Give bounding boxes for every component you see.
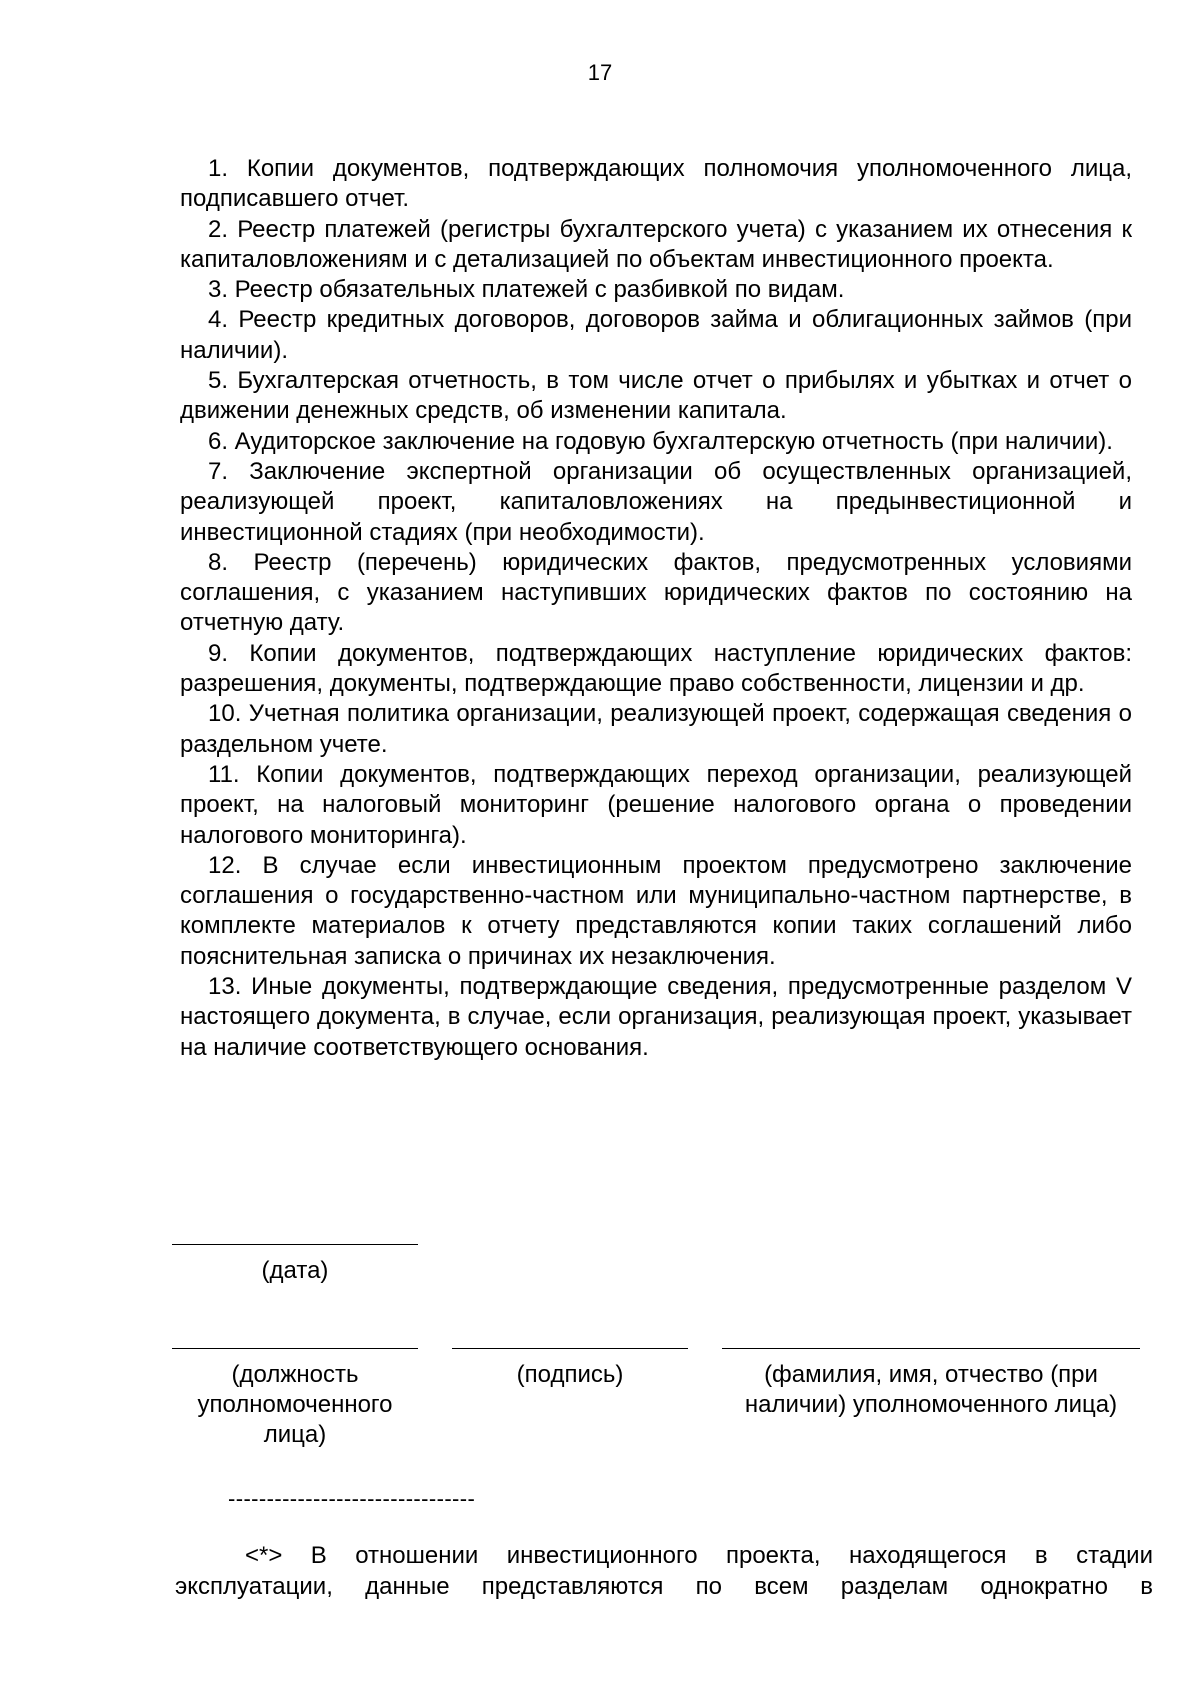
date-line <box>172 1244 418 1245</box>
list-item: 2. Реестр платежей (регистры бухгалтерского учета) с указанием их отнесения к капиталовложениям и с детализацией по объектам инвестиционного проекта. <box>180 215 1132 273</box>
position-line <box>172 1348 418 1349</box>
signature-line <box>452 1348 688 1349</box>
list-item: 5. Бухгалтерская отчетность, в том числе отчет о прибылях и убытках и отчет о движении денежных средств, об изменении капитала. <box>180 367 1132 425</box>
list-item: 10. Учетная политика организации, реализующей проект, содержащая сведения о раздельном учете. <box>180 700 1132 758</box>
list-item: 3. Реестр обязательных платежей с разбивкой по видам. <box>208 276 845 304</box>
list-item: 11. Копии документов, подтверждающих переход организации, реализующей проект, на налоговый мониторинг (решение налогового органа о проведении налогового мониторинга). <box>180 760 1132 849</box>
list-item: 8. Реестр (перечень) юридических фактов, предусмотренных условиями соглашения, с указанием наступивших юридических фактов по состоянию на отчетную дату. <box>180 548 1132 637</box>
page-number: 17 <box>587 60 613 85</box>
footnote-text: <*> В отношении инвестиционного проекта, находящегося в стадии эксплуатации, данные представляются по всем разделам однократно в <box>175 1542 1153 1600</box>
name-line <box>722 1348 1140 1349</box>
name-caption: (фамилия, имя, отчество (при наличии) уполномоченного лица) <box>744 1361 1118 1418</box>
date-caption: (дата) <box>261 1257 329 1284</box>
list-item: 12. В случае если инвестиционным проектом предусмотрено заключение соглашения о государственно-частном или муниципально-частном партнерстве, в комплекте материалов к отчету представляются копии таких соглашений либо пояснительная записка о причинах их незаключения. <box>180 851 1132 970</box>
list-item: 4. Реестр кредитных договоров, договоров займа и облигационных займов (при наличии). <box>180 306 1132 364</box>
list-item: 13. Иные документы, подтверждающие сведения, предусмотренные разделом V настоящего документа, в случае, если организация, реализующая проект, указывает на наличие соответствующего основания. <box>180 973 1132 1061</box>
footnote <box>175 1540 1153 1602</box>
signature-caption: (подпись) <box>516 1361 624 1388</box>
list-item: 7. Заключение экспертной организации об осуществленных организацией, реализующей проект, капиталовложениях на предынвестиционной и инвестиционной стадиях (при необходимости). <box>180 457 1132 546</box>
position-caption: (должность уполномоченного лица) <box>197 1361 393 1448</box>
list-item: 9. Копии документов, подтверждающих наступление юридических фактов: разрешения, документы, подтверждающие право собственности, лицензии и др. <box>180 639 1132 698</box>
list-item: 6. Аудиторское заключение на годовую бухгалтерскую отчетность (при наличии). <box>208 427 1113 455</box>
document-list <box>180 154 1132 1063</box>
footnote-separator: -------------------------------- <box>228 1486 476 1511</box>
list-item: 1. Копии документов, подтверждающих полномочия уполномоченного лица, подписавшего отчет. <box>180 155 1132 213</box>
